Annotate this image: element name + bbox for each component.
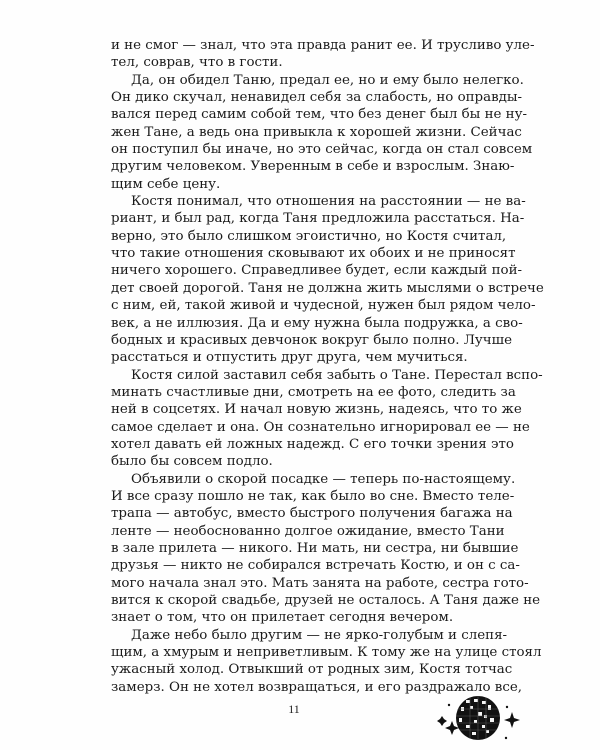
- text-line: минать счастливые дни, смотреть на ее фото, следить за: [111, 384, 516, 400]
- text-line: друзья — никто не собирался встречать Костю, и он с са-: [111, 558, 520, 574]
- text-line: век, а не иллюзия. Да и ему нужна была подружка, а сво-: [111, 315, 523, 331]
- text-line: Костя понимал, что отношения на расстоянии — не ва-: [131, 194, 526, 210]
- text-line: тел, соврав, что в гости.: [111, 55, 283, 71]
- text-line: щим, а хмурым и неприветливым. К тому же на улице стоял: [111, 645, 542, 661]
- text-line: с ним, ей, такой живой и чудесной, нужен был рядом чело-: [111, 298, 536, 314]
- text-line: он поступил бы иначе, но это сейчас, когда он стал совсем: [111, 142, 533, 158]
- text-line: и не смог — знал, что эта правда ранит ее. И трусливо уле-: [111, 38, 535, 53]
- text-line: Костя силой заставил себя забыть о Тане. Перестал вспо-: [131, 367, 543, 383]
- text-line: жен Тане, а ведь она привыкла к хорошей жизни. Сейчас: [111, 124, 522, 140]
- text-line: было бы совсем подло.: [111, 454, 273, 470]
- text-line: ничего хорошего. Справедливее будет, если каждый пой-: [111, 263, 523, 279]
- text-line: знает о том, что он прилетает сегодня вечером.: [111, 610, 454, 626]
- text-line: И все сразу пошло не так, как было во сне. Вместо теле-: [111, 488, 515, 504]
- text-line: вится к скорой свадьбе, друзей не осталось. А Таня даже не: [111, 593, 541, 608]
- body-text: [111, 37, 544, 696]
- text-line: в зале прилета — никого. Ни мать, ни сестра, ни бывшие: [111, 540, 519, 556]
- text-line: расстаться и отпустить друг друга, чем мучиться.: [111, 350, 468, 366]
- text-line: вался перед самим собой тем, что без денег был бы не ну-: [111, 107, 528, 123]
- text-line: верно, это было слишком эгоистично, но Костя считал,: [111, 228, 507, 244]
- text-line: Даже небо было другим — не ярко-голубым и слепя-: [131, 627, 508, 643]
- text-line: риант, и был рад, когда Таня предложила расстаться. На-: [111, 211, 525, 227]
- text-line: другим человеком. Уверенным в себе и взрослым. Знаю-: [111, 159, 515, 175]
- text-line: Объявили о скорой посадке — теперь по-настоящему.: [131, 471, 516, 487]
- text-line: самое сделает и она. Он сознательно игнорировал ее — не: [111, 419, 530, 435]
- disco-ball-icon: [430, 692, 530, 748]
- text-line: хотел давать ей ложных надежд. С его точки зрения это: [111, 436, 514, 452]
- text-line: Он дико скучал, ненавидел себя за слабость, но оправды-: [111, 90, 523, 106]
- text-line: ленте — необоснованно долгое ожидание, вместо Тани: [111, 523, 505, 539]
- text-line: щим себе цену.: [111, 176, 221, 192]
- text-line: замерз. Он не хотел возвращаться, и его раздражало все,: [111, 679, 523, 695]
- text-line: Да, он обидел Таню, предал ее, но и ему было нелегко.: [131, 72, 524, 88]
- text-line: что такие отношения сковывают их обоих и не приносят: [111, 246, 516, 262]
- text-line: трапа — автобус, вместо быстрого получения багажа на: [111, 506, 513, 522]
- text-line: мого начала знал это. Мать занята на работе, сестра гото-: [111, 575, 529, 591]
- text-line: ней в соцсетях. И начал новую жизнь, надеясь, что то же: [111, 402, 522, 418]
- page-number: 11: [288, 702, 300, 716]
- text-line: ужасный холод. Отвыкший от родных зим, Костя тотчас: [111, 662, 513, 678]
- text-line: дет своей дорогой. Таня не должна жить мыслями о встрече: [111, 280, 544, 296]
- text-line: бодных и красивых девчонок вокруг было полно. Лучше: [111, 332, 513, 348]
